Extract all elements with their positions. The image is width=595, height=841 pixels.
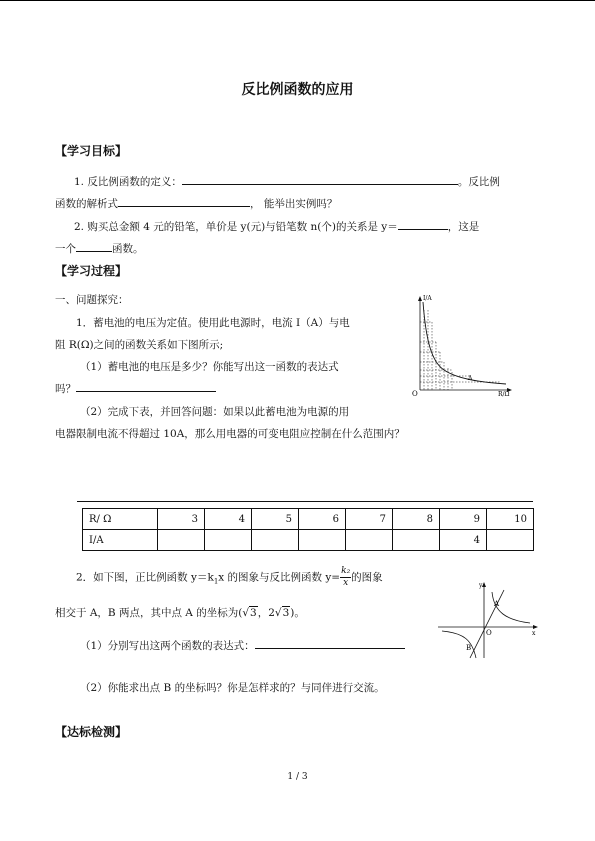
table-cell: 5: [252, 509, 299, 530]
table-cell: 7: [346, 509, 393, 530]
table-cell: 8: [393, 509, 440, 530]
goal2-text: 2. 购买总金额 4 元的铅笔，单价是 y(元)与铅笔数 n(个)的关系是 y＝: [74, 221, 398, 233]
sqrt-radicand: 3: [282, 607, 290, 619]
q1-line1: 1．蓄电池的电压为定值。使用此电源时，电流 I（A）与电: [76, 317, 350, 329]
table-input-cell[interactable]: [393, 530, 440, 551]
goal2-line2-prefix: 一个: [55, 243, 76, 255]
q2-line1-c: 的图象: [351, 571, 383, 584]
table-header-r: R/ Ω: [83, 509, 158, 530]
sqrt-symbol: √: [242, 607, 250, 619]
graph1-y-label: I/A: [423, 295, 432, 302]
table-cell: 10: [487, 509, 534, 530]
table-input-cell[interactable]: [252, 530, 299, 551]
part1-heading: 一、问题探究：: [55, 294, 129, 306]
q2-sub2: （2）你能求出点 B 的坐标吗？你是怎样求的？与同伴进行交流。: [80, 682, 385, 694]
q2-line1-b: x 的图象与反比例函数 y=: [218, 571, 341, 584]
graph2-x-label: x: [532, 630, 536, 637]
goal2-tail: ，这是: [447, 221, 480, 233]
table-input-cell[interactable]: [205, 530, 252, 551]
goal1-line2-prefix: 函数的解析式: [55, 198, 118, 210]
q2-line1-a: 2．如下图，正比例函数 y＝k: [76, 571, 214, 584]
table-cell: 4: [440, 530, 487, 551]
goal1-line2-suffix: ， 能举出实例吗？: [250, 198, 338, 210]
q1-sub1: （1）蓄电池的电压是多少？你能写出这一函数的表达式: [80, 361, 339, 373]
q1-sub1-line2-text: 吗？: [55, 383, 76, 395]
goal2-blank-relation[interactable]: [398, 219, 448, 230]
table-cell: 6: [299, 509, 346, 530]
table-row: [83, 509, 534, 530]
goal2-line1: [74, 219, 479, 234]
q2-line1-sub: 1: [213, 577, 219, 586]
table-input-cell[interactable]: [158, 530, 205, 551]
q2-line2-c: )。: [290, 607, 305, 619]
table-input-cell[interactable]: [299, 530, 346, 551]
page-top-rule: [0, 0, 595, 1]
fraction-k2-over-x: [340, 566, 351, 589]
goal2-line2: [55, 241, 144, 256]
goal2-line2-suffix: 函数。: [112, 243, 144, 255]
table-top-rule: [77, 501, 533, 502]
q2-line2-b: ，2: [257, 607, 275, 619]
table-input-cell[interactable]: [346, 530, 393, 551]
table-cell: 9: [440, 509, 487, 530]
intersection-graph: [436, 578, 540, 660]
graph2-origin: O: [486, 629, 492, 637]
sqrt-radicand: 3: [250, 607, 257, 619]
q2-line1: [76, 566, 383, 589]
section-process-heading: 【学习过程】: [55, 264, 128, 278]
section-check-heading: 【达标检测】: [55, 725, 128, 739]
graph2-point-b: B: [466, 644, 472, 652]
page-number: 1 / 3: [287, 772, 308, 782]
goal1-suffix: 。反比例: [457, 176, 500, 188]
graph1-x-label: R/Ω: [498, 391, 510, 398]
q2-line2: [55, 605, 305, 620]
q2-sub1-text: （1）分别写出这两个函数的表达式：: [80, 640, 255, 652]
goal1-prefix: 1. 反比例函数的定义：: [74, 176, 182, 188]
table-header-i: I/A: [83, 530, 158, 551]
fraction-denominator: x: [343, 578, 349, 588]
resistance-current-table: [82, 508, 534, 551]
goal2-blank-type[interactable]: [76, 241, 112, 252]
current-resistance-graph: [410, 292, 516, 402]
table-row: [83, 530, 534, 551]
q1-sub2-line2: 电器限制电流不得超过 10A，那么用电器的可变电阻应控制在什么范围内？: [55, 428, 405, 440]
sqrt-symbol: √: [274, 607, 282, 619]
q2-sub1: [80, 638, 405, 653]
q1-blank-expression[interactable]: [76, 381, 216, 392]
graph2-y-label: y: [479, 582, 483, 589]
section-goals-heading: 【学习目标】: [55, 144, 128, 158]
table-cell: 4: [205, 509, 252, 530]
goal1-blank-formula[interactable]: [118, 196, 250, 207]
fraction-numerator: k₂: [341, 566, 351, 576]
graph1-origin: O: [412, 390, 418, 398]
q1-line2: 阻 R(Ω)之间的函数关系如下图所示;: [55, 339, 224, 351]
goal1-blank-definition[interactable]: [182, 174, 458, 185]
graph2-point-a: A: [494, 600, 500, 608]
page-title: 反比例函数的应用: [241, 82, 354, 98]
table-input-cell[interactable]: [487, 530, 534, 551]
q1-sub1-line2: [55, 381, 216, 396]
graph1-point-label: A: [468, 375, 473, 382]
q2-line2-a: 相交于 A，B 两点，其中点 A 的坐标为(: [55, 607, 243, 619]
goal1-line1: [74, 174, 500, 189]
goal1-line2: [55, 196, 337, 211]
q1-sub2-line1: （2）完成下表，并回答问题：如果以此蓄电池为电源的用: [80, 406, 350, 418]
q2-blank-expressions[interactable]: [255, 638, 405, 649]
table-cell: 3: [158, 509, 205, 530]
